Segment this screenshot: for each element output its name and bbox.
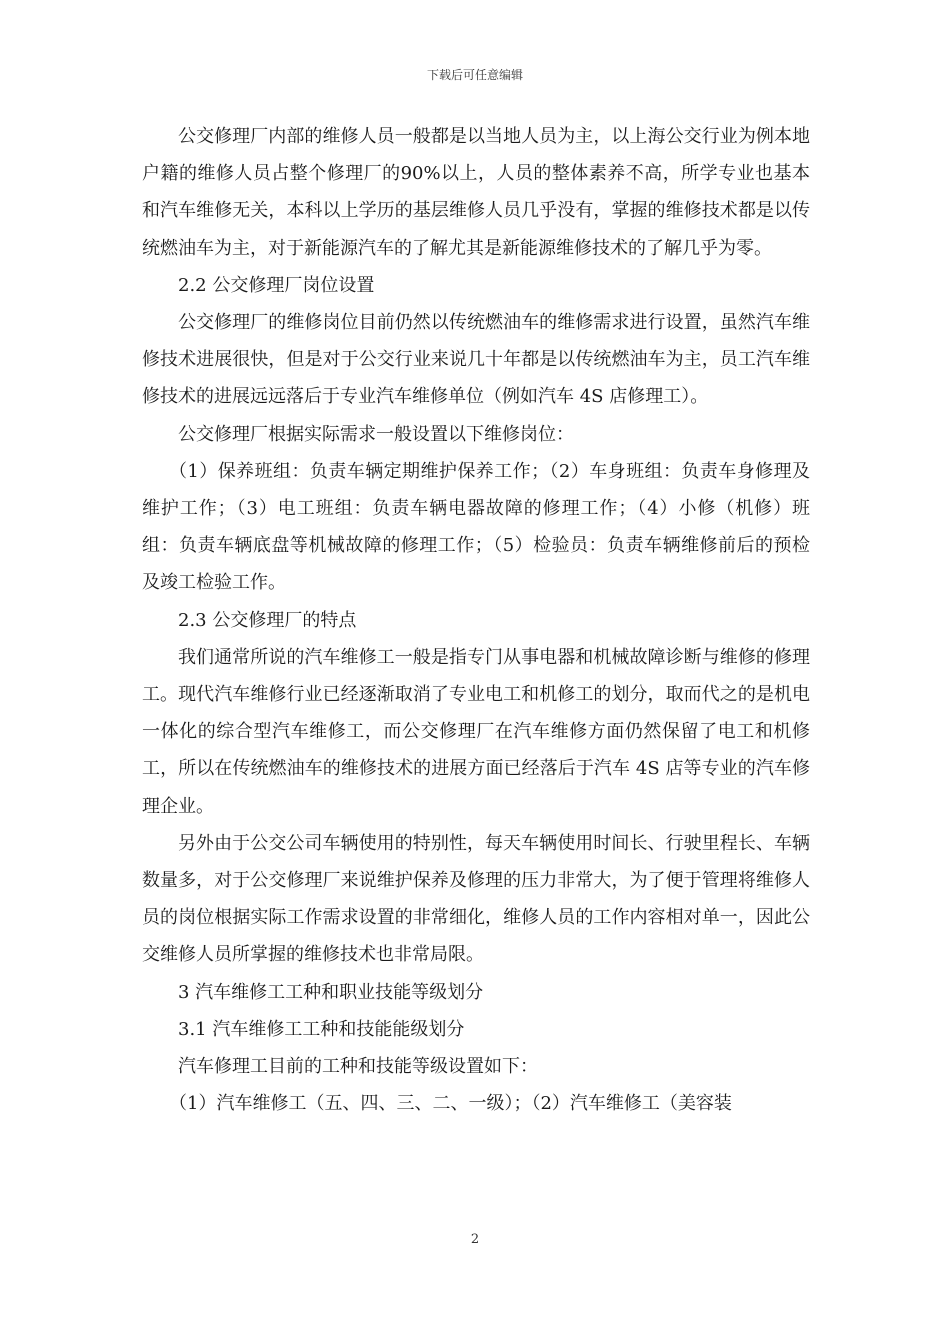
section-heading-2-3: 2.3 公交修理厂的特点 xyxy=(178,609,357,631)
section-heading-3-1: 3.1 汽车维修工工种和技能能级划分 xyxy=(178,1018,465,1040)
paragraph-post-list: （1）保养班组：负责车辆定期维护保养工作；（2）车身班组：负责车身修理及维护工作；（3）电工班组：负责车辆电器故障的修理工作；（4）小修（机修）班组：负责车辆底盘等机械故障的修理工作；（5）检验员：负责车辆维修前后的预检及竣工检验工作。 xyxy=(142,460,810,594)
paragraph-grade-list: （1）汽车维修工（五、四、三、二、一级）；（2）汽车维修工（美容装 xyxy=(169,1093,732,1115)
section-heading-3: 3 汽车维修工工种和职业技能等级划分 xyxy=(178,981,484,1003)
paragraph-staff-background: 公交修理厂内部的维修人员一般都是以当地人员为主，以上海公交行业为例本地户籍的维修人员占整个修理厂的90%以上，人员的整体素养不高，所学专业也基本和汽车维修无关，本科以上学历的基层维修人员几乎没有，掌握的维修技术都是以传统燃油车为主，对于新能源汽车的了解尤其是新能源维修技术的了解几乎为零。 xyxy=(142,126,810,259)
page-number: 2 xyxy=(470,1232,480,1247)
paragraph-characteristics: 我们通常所说的汽车维修工一般是指专门从事电器和机械故障诊断与维修的修理工。现代汽车维修行业已经逐渐取消了专业电工和机修工的划分，取而代之的是机电一体化的综合型汽车维修工，而公交修理厂在汽车维修方面仍然保留了电工和机修工，所以在传统燃油车的维修技术的进展方面已经落后于汽车 4S 店等专业的汽车修理企业。 xyxy=(142,646,810,817)
document-body xyxy=(142,118,810,1122)
section-heading-2-2: 2.2 公交修理厂岗位设置 xyxy=(178,274,375,296)
paragraph-grade-intro: 汽车修理工目前的工种和技能等级设置如下： xyxy=(178,1056,538,1078)
paragraph-special-usage: 另外由于公交公司车辆使用的特别性，每天车辆使用时间长、行驶里程长、车辆数量多，对于公交修理厂来说维护保养及修理的压力非常大，为了便于管理将维修人员的岗位根据实际工作需求设置的非常细化，维修人员的工作内容相对单一，因此公交维修人员所掌握的维修技术也非常局限。 xyxy=(142,832,810,966)
paragraph-post-intro: 公交修理厂根据实际需求一般设置以下维修岗位： xyxy=(178,423,574,445)
paragraph-post-setup: 公交修理厂的维修岗位目前仍然以传统燃油车的维修需求进行设置，虽然汽车维修技术进展很快，但是对于公交行业来说几十年都是以传统燃油车为主，员工汽车维修技术的进展远远落后于专业汽车维修单位（例如汽车 4S 店修理工）。 xyxy=(142,312,810,408)
page-header: 下载后可任意编辑 xyxy=(426,68,523,82)
